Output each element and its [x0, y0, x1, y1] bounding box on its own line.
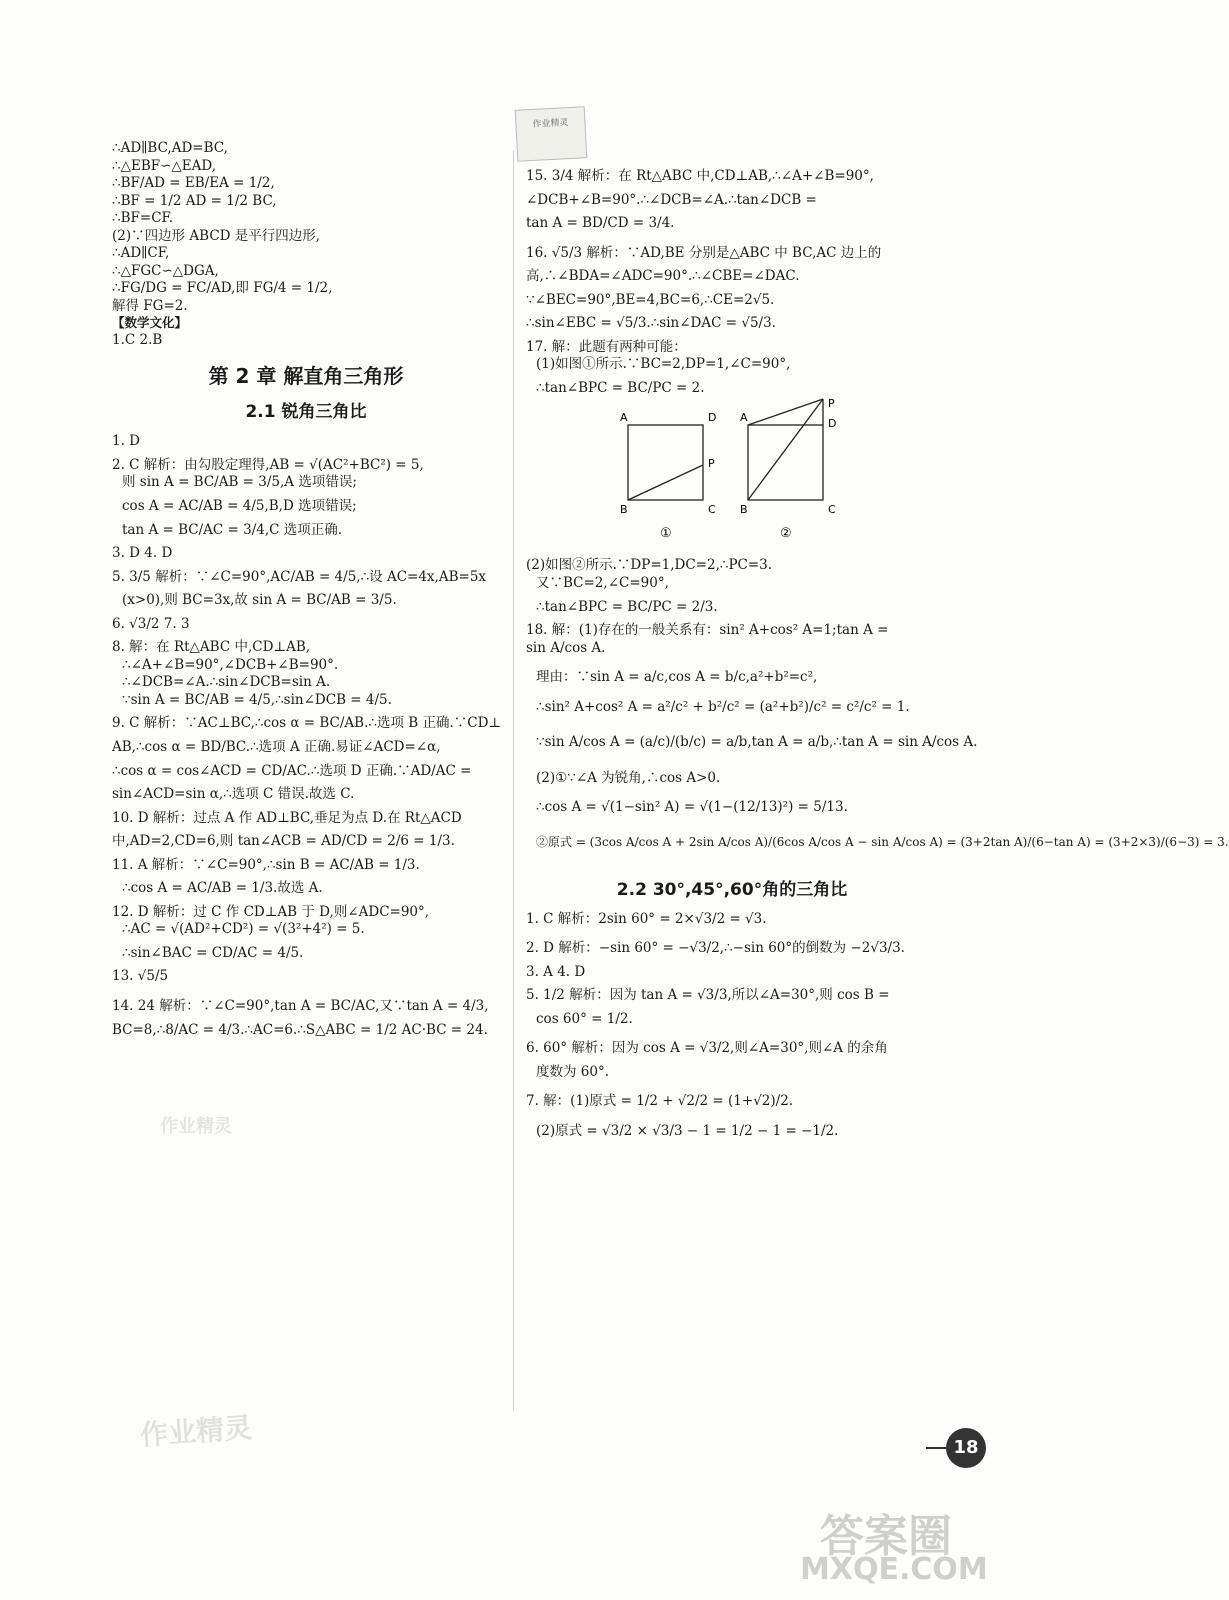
figure-1 [628, 425, 703, 500]
text-line: ∴△EBF∽△EAD, [112, 157, 217, 174]
chapter-title: 第 2 章 解直角三角形 [208, 364, 404, 389]
text-line: (2)∵四边形 ABCD 是平行四边形, [112, 227, 321, 244]
page-number: 18 [946, 1428, 986, 1468]
label-b: B [620, 503, 628, 517]
answer-line: 5. 1/2 解析：因为 tan A = √3/3,所以∠A=30°,则 cos B = [526, 987, 890, 1004]
answer-line: ∴cos A = √(1−sin² A) = √(1−(12/13)²) = 5/13. [536, 799, 848, 816]
answer-line: ∴sin² A+cos² A = a²/c² + b²/c² = (a²+b²)/c² = c²/c² = 1. [536, 698, 910, 715]
right-column [526, 168, 1229, 1141]
text-line: ∴AD∥BC,AD=BC, [112, 140, 228, 156]
answer-line: (2)原式 = √3/2 × √3/3 − 1 = 1/2 − 1 = −1/2. [536, 1123, 839, 1139]
label-c: C [828, 503, 836, 517]
answer-line: 高,∴∠BDA=∠ADC=90°.∴∠CBE=∠DAC. [526, 268, 800, 285]
text-line: 解得 FG=2. [112, 297, 188, 314]
figure-2 [748, 399, 823, 500]
answer-line: ∴tan∠BPC = BC/PC = 2/3. [536, 598, 718, 615]
answer-line: 1. C 解析：2sin 60° = 2×√3/2 = √3. [526, 910, 767, 927]
answer-line: 11. A 解析：∵∠C=90°,∴sin B = AC/AB = 1/3. [112, 856, 420, 873]
answer-line: 则 sin A = BC/AB = 3/5,A 选项错误; [122, 474, 357, 491]
answer-line: 16. √5/3 解析：∵AD,BE 分别是△ABC 中 BC,AC 边上的 [526, 244, 882, 261]
answer-line: 9. C 解析：∵AC⊥BC,∴cos α = BC/AB.∴选项 B 正确.∵CD⊥ [112, 715, 502, 732]
section-2-title: 2.2 30°,45°,60°角的三角比 [616, 879, 848, 900]
answer-line: 2. D 解析：−sin 60° = −√3/2,∴−sin 60°的倒数为 −2√3/3. [526, 940, 905, 957]
geometry-figures [526, 397, 938, 557]
answer-line: ∵sin A/cos A = (a/c)/(b/c) = a/b,tan A = a/b,∴tan A = sin A/cos A. [536, 734, 978, 751]
text-line: ∴FG/DG = FC/AD,即 FG/4 = 1/2, [112, 280, 333, 297]
label-b: B [740, 503, 748, 517]
answer-line: 18. 解：(1)存在的一般关系有：sin² A+cos² A=1;tan A = [526, 622, 889, 639]
label-d: D [708, 411, 717, 425]
culture-answers: 1.C 2.B [112, 331, 163, 348]
answer-line: sin A/cos A. [526, 639, 606, 656]
text-line: ∴△FGC∽△DGA, [112, 262, 219, 279]
answer-line: sin∠ACD=sin α,∴选项 C 错误.故选 C. [112, 786, 355, 803]
answer-line: tan A = BC/AC = 3/4,C 选项正确. [122, 521, 343, 538]
answer-line: 13. √5/5 [112, 968, 169, 985]
culture-title: 【数学文化】 [112, 315, 188, 331]
page-number-dash [926, 1447, 946, 1449]
stamp-logo: 作业精灵 [515, 106, 588, 162]
answer-line: 2. C 解析：由勾股定理得,AB = √(AC²+BC²) = 5, [112, 456, 424, 473]
answer-line: tan A = BD/CD = 3/4. [526, 215, 675, 232]
answer-line: ∴cos α = cos∠ACD = CD/AC.∴选项 D 正确.∵AD/AC = [112, 762, 472, 779]
answer-line: 6. √3/2 7. 3 [112, 615, 190, 632]
answer-line: ∴sin∠BAC = CD/AC = 4/5. [122, 944, 304, 961]
answer-line: 10. D 解析：过点 A 作 AD⊥BC,垂足为点 D.在 Rt△ACD [112, 809, 462, 826]
answer-line: 理由：∵sin A = a/c,cos A = b/c,a²+b²=c², [536, 669, 818, 686]
column-divider [513, 150, 514, 1410]
answer-line: ∴∠DCB=∠A.∴sin∠DCB=sin A. [122, 674, 331, 691]
answer-line: ∴tan∠BPC = BC/PC = 2. [536, 379, 705, 396]
answer-line: 3. A 4. D [526, 963, 586, 980]
watermark-url: MXQE.COM [800, 1552, 988, 1587]
section-title: 2.1 锐角三角比 [245, 402, 367, 423]
text-line: ∴BF/AD = EB/EA = 1/2, [112, 175, 275, 192]
answer-line: BC=8,∴8/AC = 4/3.∴AC=6.∴S△ABC = 1/2 AC·BC = 24. [112, 1021, 488, 1038]
answer-line: (1)如图①所示.∵BC=2,DP=1,∠C=90°, [536, 356, 791, 373]
answer-line: (x>0),则 BC=3x,故 sin A = BC/AB = 3/5. [122, 592, 397, 609]
figure-svg [616, 397, 856, 557]
text-line: ∴AD∥CF, [112, 245, 170, 262]
answer-line: ∴cos A = AC/AB = 1/3.故选 A. [122, 880, 323, 897]
answer-line: ∠DCB+∠B=90°.∴∠DCB=∠A.∴tan∠DCB = [526, 191, 817, 208]
label-d: D [828, 417, 837, 431]
label-p: P [708, 457, 715, 471]
watermark-text: 作业精灵 [139, 1411, 254, 1452]
figure-1-label: ① [660, 526, 672, 542]
answer-line: 14. 24 解析：∵∠C=90°,tan A = BC/AC,又∵tan A = 4/3, [112, 998, 489, 1015]
answer-line: 7. 解：(1)原式 = 1/2 + √2/2 = (1+√2)/2. [526, 1093, 794, 1110]
watermark-text: 作业精灵 [160, 1116, 232, 1137]
answer-line: 中,AD=2,CD=6,则 tan∠ACB = AD/CD = 2/6 = 1/3. [112, 833, 455, 850]
text-line: ∴BF = 1/2 AD = 1/2 BC, [112, 192, 277, 209]
answer-line: AB,∴cos α = BD/BC.∴选项 A 正确.易证∠ACD=∠α, [112, 739, 441, 756]
answer-line: 12. D 解析：过 C 作 CD⊥AB 于 D,则∠ADC=90°, [112, 903, 430, 920]
answer-line: ∴sin∠EBC = √5/3.∴sin∠DAC = √5/3. [526, 315, 776, 332]
answer-line: ∴AC = √(AD²+CD²) = √(3²+4²) = 5. [122, 921, 365, 938]
label-c: C [708, 503, 716, 517]
answer-line: 17. 解：此题有两种可能： [526, 338, 687, 355]
answer-line: (2)①∵∠A 为锐角,∴cos A>0. [536, 769, 721, 786]
answer-line: ∵sin A = BC/AB = 4/5,∴sin∠DCB = 4/5. [122, 691, 392, 708]
watermark-logo: 答案圈 [820, 1511, 952, 1562]
label-p: P [828, 397, 835, 411]
answer-line: 又∵BC=2,∠C=90°, [536, 575, 669, 592]
answer-line: ∵∠BEC=90°,BE=4,BC=6,∴CE=2√5. [526, 291, 775, 308]
answer-line: cos 60° = 1/2. [536, 1010, 633, 1027]
answer-line: 6. 60° 解析：因为 cos A = √3/2,则∠A=30°,则∠A 的余角 [526, 1040, 888, 1057]
answer-line: (2)如图②所示.∵DP=1,DC=2,∴PC=3. [526, 557, 773, 574]
answer-line: 5. 3/5 解析：∵∠C=90°,AC/AB = 4/5,∴设 AC=4x,AB=5x [112, 568, 487, 585]
text-line: ∴BF=CF. [112, 210, 174, 227]
left-column [112, 140, 500, 1039]
answer-line: 3. D 4. D [112, 545, 173, 562]
figure-2-label: ② [780, 526, 792, 542]
answer-line: 15. 3/4 解析：在 Rt△ABC 中,CD⊥AB,∴∠A+∠B=90°, [526, 168, 874, 184]
answer-line: 度数为 60°. [536, 1063, 610, 1080]
label-a: A [620, 411, 628, 425]
answer-line: 8. 解：在 Rt△ABC 中,CD⊥AB, [112, 639, 311, 656]
label-a: A [740, 411, 748, 425]
answer-line: ∴∠A+∠B=90°,∠DCB+∠B=90°. [122, 656, 339, 673]
answer-line: 1. D [112, 433, 140, 450]
answer-line: ②原式 = (3cos A/cos A + 2sin A/cos A)/(6cos A/cos A − sin A/cos A) = (3+2tan A)/(6−tan A) = (3+2×3)/(6−3) = 3. [536, 834, 1229, 849]
answer-line: cos A = AC/AB = 4/5,B,D 选项错误; [122, 498, 357, 514]
